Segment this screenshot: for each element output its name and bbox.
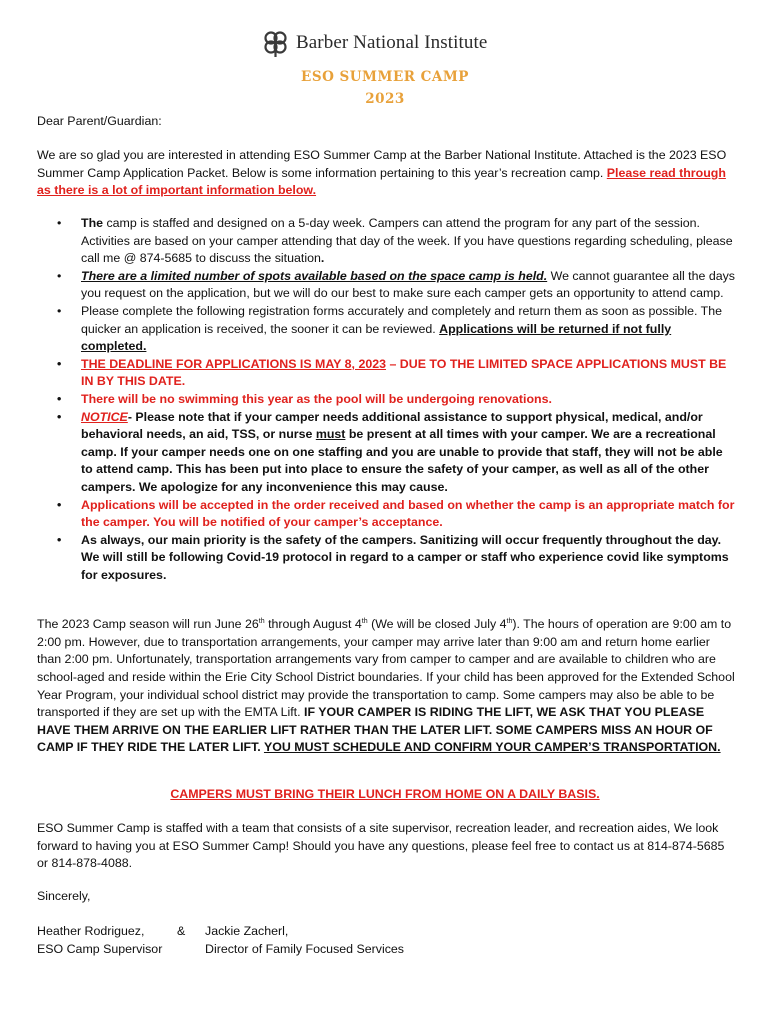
bullet-emphasis: Applications will be returned if not fully completed.	[81, 321, 672, 354]
bullet-text: There will be no swimming this year as the pool will be undergoing renovations.	[81, 391, 552, 406]
season-text: The 2023 Camp season will run June 26	[37, 617, 259, 632]
lunch-notice: CAMPERS MUST BRING THEIR LUNCH FROM HOME ON A DAILY BASIS.	[170, 787, 600, 801]
intro-paragraph	[37, 147, 737, 200]
bullet-text: – DUE TO THE LIMITED SPACE APPLICATIONS MUST BE IN BY THIS DATE.	[81, 356, 727, 389]
intro-text: We are so glad you are interested in attending ESO Summer Camp at the Barber National Institute. Attached is the 2023 ESO Summer Camp Application Packet. Below is some information pertaining to this year’s recreation camp.	[37, 148, 727, 180]
bullet-text: . We are a recreational camp. If your camper needs one on one staffing and you are unable to provide that staff, they will not be able to attend camp. This has been put into place to ensure the safety of your camper, as well as all of the other campers. We apologize for any inconvenience this may cause.	[81, 427, 723, 494]
bullet-lead: There are a limited number of spots available based on the space camp is held.	[81, 268, 548, 283]
signer-name-2: Jackie Zacherl,	[205, 924, 289, 938]
camp-year: 2023	[365, 91, 405, 107]
deadline-text: THE DEADLINE FOR APPLICATIONS IS MAY 8, 2023	[81, 356, 387, 371]
bullet-text: Please complete the following registration forms accurately and completely and return them as soon as possible. The quicker an application is received, the sooner it can be reviewed.	[81, 303, 722, 336]
list-item	[37, 356, 737, 391]
transportation-notice: YOU MUST SCHEDULE AND CONFIRM YOUR CAMPER’S TRANSPORTATION.	[263, 740, 721, 755]
bullet-text: As always, our main priority is the safety of the campers. Sanitizing will occur frequently throughout the day. We will still be following Covid-19 protocol in regard to a camper or staff who experience covid like symptoms for exposures.	[81, 532, 729, 582]
bullet-text: be present at all times with your camper	[345, 427, 585, 442]
list-item	[37, 497, 737, 532]
camp-title: ESO SUMMER CAMP	[301, 69, 469, 85]
list-item	[37, 409, 737, 497]
list-item	[37, 303, 737, 356]
bullet-lead: The	[81, 216, 104, 230]
signer-name-1: Heather Rodriguez,	[37, 924, 145, 938]
shamrock-icon	[260, 28, 294, 58]
list-item	[37, 532, 737, 585]
closing-paragraph: ESO Summer Camp is staffed with a team that consists of a site supervisor, recreation leader, and recreation aides, We look forward to having you at ESO Summer Camp! Should you have any questions, please feel free to contact us at 814-874-5685 or 814-878-4088.	[37, 821, 725, 871]
ordinal-suffix: th	[258, 618, 265, 625]
signer-title-1: ESO Camp Supervisor	[37, 941, 163, 956]
notice-label: NOTICE	[81, 409, 128, 424]
info-bullet-list	[37, 215, 737, 584]
must-emphasis: must	[315, 427, 346, 442]
signature-block	[37, 923, 404, 958]
lift-notice: IF YOUR CAMPER IS RIDING THE LIFT, WE ASK THAT YOU PLEASE HAVE THEM ARRIVE ON THE EARLIER LIFT RATHER THAN THE LATER LIFT. SOME CAMPERS MISS AN HOUR OF CAMP IF THEY RIDE THE LATER LIFT.	[37, 705, 713, 755]
bullet-text: - Please note that if your camper needs additional assistance to support physical, medical, and/or behavioral needs, an aid, TSS, or nurse	[81, 409, 703, 442]
ordinal-suffix: th	[361, 618, 368, 625]
ampersand: &	[177, 924, 186, 938]
signer-title-2: Director of Family Focused Services	[205, 941, 404, 956]
greeting: Dear Parent/Guardian:	[37, 114, 162, 128]
bullet-end: .	[320, 251, 325, 266]
list-item	[37, 268, 737, 303]
organization-logo	[260, 28, 487, 58]
season-text: (We will be closed July 4	[367, 617, 507, 632]
logo-text: Barber National Institute	[296, 32, 488, 54]
bullet-text: We cannot guarantee all the days you request on the application, but we will do our best to make sure each camper gets an opportunity to attend camp.	[81, 268, 736, 301]
list-item	[37, 391, 737, 409]
season-text: ). The hours of operation are 9:00 am to 2:00 pm. However, due to transportation arrangements, your camper may arrive later than 9:00 am and return home earlier than 2:00 pm. Unfortunately, transportation arrangements vary from camper to camper and are available to children who are school-aged and reside within the Erie City School District boundaries. If your child has been approved for the Extended School Year Program, your individual school district may provide the transportation to camp. Some campers may also be able to be transported if they are set up with the EMTA Lift.	[37, 617, 735, 720]
sincerely: Sincerely,	[37, 889, 91, 903]
bullet-text: camp is staffed and designed on a 5-day week. Campers can attend the program for any part of the session. Activities are based on your camper attending that day of the week. If you have questions regarding scheduling, please call me @ 874-5685 to discuss the situation	[81, 216, 733, 266]
ordinal-suffix: th	[506, 618, 513, 625]
intro-emphasis: Please read through as there is a lot of important information below.	[37, 165, 726, 198]
season-text: through August 4	[264, 617, 362, 632]
list-item	[37, 215, 737, 268]
season-paragraph	[37, 613, 737, 757]
bullet-text: Applications will be accepted in the order received and based on whether the camp is an appropriate match for the camper. You will be notified of your camper’s acceptance.	[81, 497, 735, 530]
